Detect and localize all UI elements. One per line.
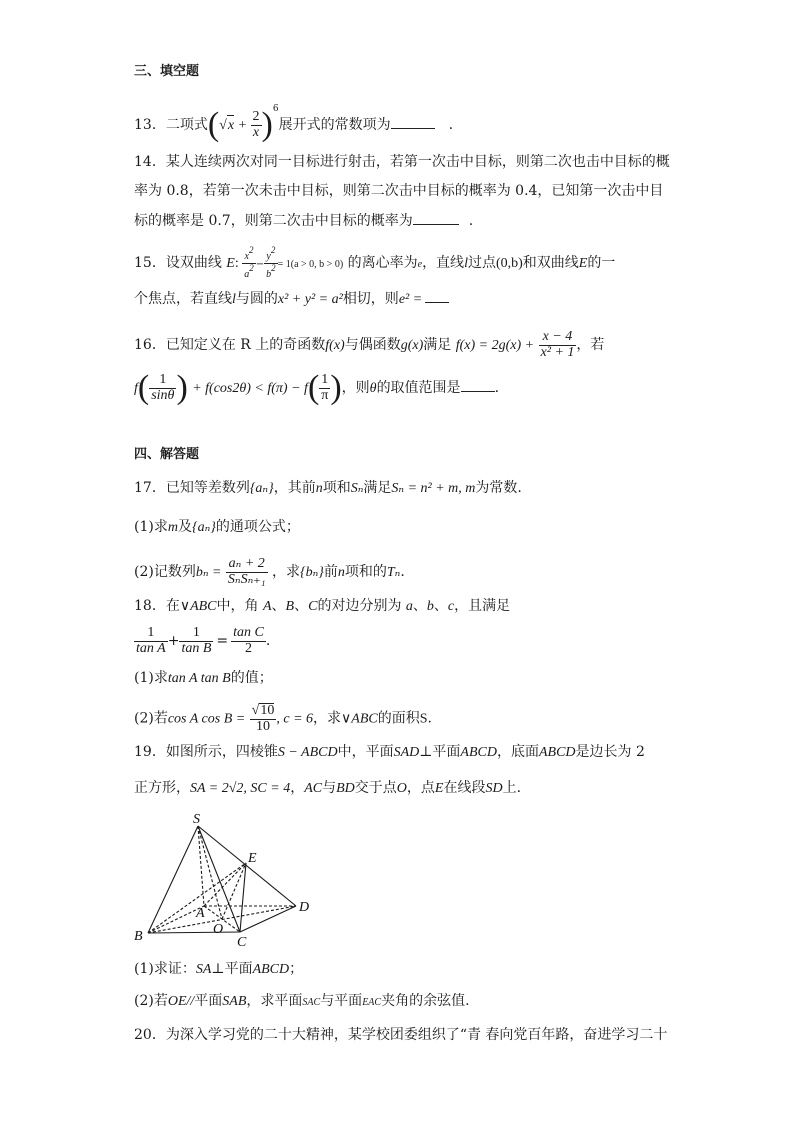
q19-text-k: 在线段 [443,780,486,796]
q15-answer-blank[interactable] [425,288,449,303]
q19-p2-d: 与平面 [320,993,363,1009]
q18-part-1 [134,668,273,689]
q18-p1-a: (1)求 [134,670,168,686]
q17-p2-b: ，求 [271,564,300,581]
q19-pyramid: S − ABCD [277,745,338,760]
question-13: 13．二项式(√x + $\frac{2}{x}$ )$^6$展开式的常数项为 . [134,104,454,143]
q19-text-b: 中，平面 [337,744,394,760]
q19-p2-a: (2)若 [134,993,168,1009]
q20-line-1: 20．为深入学习党的二十大精神，某学校团委组织了“青 春向党百年路，奋进学习二十 [134,1027,668,1043]
q19-OE: OE// [167,994,195,1009]
q16-text-2: 满足 [423,337,452,354]
q19-E: E [434,781,444,796]
q17-p2-d: 项和的 [344,564,387,581]
q18-p2-c: , c = 6 [276,711,314,727]
q19-EAC: EAC [362,997,382,1008]
q16-frac1-den: sinθ [151,387,175,403]
q18-f1-num: 1 [134,626,168,642]
q17-p2-n: n [337,565,345,581]
q19-text-g: ， [290,780,305,796]
q13-fraction: $\frac{2}{x}$ [252,108,260,140]
q15-condition: = 1(a > 0, b > 0) [277,259,344,270]
q14-answer-blank[interactable] [413,210,459,225]
q15-line-2 [134,288,449,310]
q18-sqrt: 10 [260,703,275,718]
q16-answer-blank[interactable] [461,377,495,392]
q16-frac2-den: π [321,387,329,403]
q15-line-1: 15．设双曲线 E: $\frac{x2}{a2}$ − $\frac{y2}{b2}$ = 1(a > 0, b > 0) 的离心率为e，直线l过点(0,b)和双曲线E的一 [134,245,616,280]
q19-text-e: 是边长为 2 [575,744,645,760]
q13-exponent: 6 [272,104,279,114]
q17-p2-a: (2)记数列 [134,564,196,581]
q19-p1-b: 平面 [224,961,253,977]
q16-frac-1 [149,373,176,403]
q15-curve-ref: E [578,256,588,271]
q16-num: x − 4 [539,330,577,346]
q19-text-c: 平面 [432,744,461,760]
q16-inequality: + f(cos2θ) < f(π) − f [192,381,308,396]
q15-e: e [417,259,423,270]
q18-equals: = [216,633,229,650]
q19-text-a: 19．如图所示，四棱锥 [134,744,278,760]
q16-equation: f(x) = 2g(x) + [455,338,535,354]
edge-SD [198,826,296,906]
q15-frac-y: $\frac{y2}{b2}$ [266,245,276,280]
q19-SAB: SAB [222,994,247,1009]
q18-p1-expr: tan A tan B [167,671,231,686]
q17-n: n [315,481,323,496]
left-paren: ( [207,106,220,143]
label-O: O [213,922,224,937]
q18-f3-num: tan C [233,625,264,640]
q19-line-2 [134,778,521,799]
edge-CE [240,863,246,932]
q18-eq-period: . [265,633,271,650]
q14-line-1: 14．某人连续两次对同一目标进行射击，若第一次击中目标，则第二次也击中目标的概 [134,154,670,170]
q16-theta: θ [369,381,377,396]
q18-text-d: ，且满足 [454,598,511,614]
q17-text-a: 17．已知等差数列 [134,480,250,496]
q18-p2-d: ，求 [313,710,342,727]
q17-equation: Sₙ = n² + m, m [391,481,476,496]
q19-p1-end: ； [289,961,304,977]
label-C: C [237,935,247,950]
q16-period: . [494,380,500,396]
label-D: D [299,900,310,915]
q17-text-e: 为常数. [475,480,522,496]
q19-text-i: 交于点 [354,780,397,796]
section-heading-answer: 四、解答题 [134,447,200,462]
q17-part-1 [134,517,300,538]
q18-S: S [419,711,428,727]
q19-ABCD-2: ABCD [538,745,576,760]
q18-sep-4: 、 [433,598,448,614]
q18-p2-a: (2)若 [134,710,168,727]
q16-frac2-num: 1 [319,373,330,389]
edge-SB [148,826,198,933]
edge-CD [240,906,296,932]
q18-part-2 [134,703,432,734]
q15-text-5: 的一 [587,255,616,271]
q18-p2-den: 10 [256,718,271,734]
q16-text-1: 与偶函数 [344,337,401,354]
q18-frac-3 [231,626,266,656]
q18-B: B [285,599,295,614]
q19-perp: ⊥ [419,744,433,760]
q18-p2-e: 的面积 [377,710,420,727]
q17-den: SₙSₙ₊₁ [227,571,266,587]
q19-condition: SA = 2√2, SC = 4 [190,781,291,796]
q18-line-1 [134,596,510,617]
q18-sep-3: 、 [412,598,427,614]
q16-fx: f(x) [325,338,345,354]
q18-b: b [426,599,434,614]
q16-fraction [539,330,577,360]
q19-SAD: SAD [393,745,420,760]
q18-A: A [262,599,272,614]
q16-text-4: ，则 [341,380,370,396]
q18-a: a [405,599,413,614]
q17-text-b: ，其前 [273,480,316,496]
label-E: E [248,851,257,866]
q19-text-d: ，底面 [496,744,539,760]
q18-sep-1: 、 [271,598,286,614]
q16-gx: g(x) [400,338,424,354]
q14-line-3-text: 标的概率是 0.7，则第二次击中目标的概率为 [134,213,413,229]
q15-line2-c: 相切，则 [342,291,399,307]
q18-equation [134,626,270,656]
q19-ABCD: ABCD [460,745,497,760]
q17-p1-seq: {aₙ} [191,520,216,535]
q15-l: l [464,256,468,271]
q17-fraction [226,557,268,587]
right-paren: ) [261,106,273,143]
q18-p2-expr: cos A cos B = [167,711,246,727]
q19-part-1 [134,959,303,980]
q18-c: c [447,599,455,614]
q15-text-2: ，直线 [422,255,465,271]
q18-p2-triangle: ∨ABC [341,711,378,727]
q19-p2-b: 平面 [194,993,223,1009]
q18-text-b: 中，角 [216,598,259,614]
pyramid-figure [128,808,328,953]
q15-line2-b: 与圆的 [235,291,278,307]
q19-BD: BD [336,781,355,796]
q15-text-1: 的离心率为 [347,255,418,271]
q16-f: f [134,381,138,396]
q18-f3-den: 2 [244,640,252,656]
q19-part-2 [134,991,470,1013]
q18-period: . [427,710,432,727]
q18-p2-fraction: $\frac{√10}{10}$ [251,703,275,734]
q19-p1-ABCD: ABCD [252,962,290,977]
q15-line2-a: 个焦点，若直线 [134,291,232,307]
q18-text-a: 18．在 [134,598,180,614]
q19-line-1 [134,742,645,763]
q17-text-c: 项和 [322,480,351,496]
q17-Tn: Tₙ [386,565,401,581]
q19-p1-a: (1)求证： [134,961,196,977]
q18-frac-2 [179,626,213,656]
q19-SD: SD [485,781,503,796]
q18-sep-2: 、 [294,598,309,614]
q17-text-d: 满足 [363,480,392,496]
q18-f1-den: tan A [136,640,166,656]
q19-text-l: 上. [502,780,522,796]
q16-line-1 [134,330,604,360]
q13-answer-blank[interactable] [391,114,435,129]
q17-p1-b: 及 [177,519,192,535]
q19-p2-c: ，求平面 [246,993,303,1009]
q15-frac-x: $\frac{x2}{a2}$ [244,245,254,280]
section-heading-fill-in: 三、填空题 [134,64,200,79]
q17-line-1 [134,478,522,499]
q19-p1-perp: ⊥ [211,961,225,977]
q17-Sn: Sₙ [350,481,364,496]
q15-text-3: 过点 [467,255,496,271]
q18-frac-1 [134,626,168,656]
q17-period: . [400,564,405,581]
q15-curve-name: E [226,256,235,271]
q13-period: . [448,117,454,133]
q17-m: m [167,520,178,535]
q18-f2-num: 1 [179,626,213,642]
q15-l-ref: l [232,292,236,307]
label-S: S [193,812,200,827]
q17-p1-a: (1)求 [134,519,168,535]
q14-period: . [468,213,474,229]
q17-bseq: {bₙ} [299,565,324,581]
q19-text-f: 正方形， [134,780,190,796]
q17-seq: {aₙ} [249,481,274,496]
q19-text-j: ，点 [406,780,435,796]
label-B: B [134,929,143,944]
label-A: A [196,906,205,921]
q16-line-2: f( $\frac{1}{\sin\theta}$ ) + f(cos2θ) < f(π) − f( $\frac{1}{\pi}$ )，则θ的取值范围是 . [134,369,500,406]
q19-text-h: 与 [322,780,337,796]
q17-part-2 [134,557,405,587]
q19-p1-SA: SA [195,962,212,977]
q13-prefix: 13．二项式 [134,117,208,133]
q16-frac-2 [319,373,330,403]
q18-plus: + [167,633,180,650]
q15-text-4: 和双曲线 [522,255,579,271]
q15-prefix: 15．设双曲线 [134,255,222,271]
q16-frac1-num: 1 [149,373,176,389]
q18-triangle: ∨ABC [179,599,217,614]
q19-O: O [396,781,407,796]
q18-text-c: 的对边分别为 [317,598,402,614]
q16-text-5: 的取值范围是 [376,380,461,396]
q18-C: C [308,599,318,614]
q17-p1-c: 的通项公式； [215,519,300,535]
q16-prefix: 16．已知定义在 R 上的奇函数 [134,337,326,354]
q17-p2-c: 前 [323,564,338,581]
q15-esq: e² = [398,292,423,307]
q17-num: aₙ + 2 [226,557,268,573]
q19-AC: AC [304,781,323,796]
q16-text-3: ，若 [576,337,605,354]
q17-bn: bₙ = [195,565,222,581]
edge-BC [148,932,240,933]
q15-circle: x² + y² = a² [277,292,343,307]
q14-line-3 [134,210,473,231]
q15-point: (0,b) [495,256,523,271]
q18-f2-den: tan B [181,640,212,656]
q16-den: x² + 1 [540,344,575,360]
q13-suffix: 展开式的常数项为 [278,117,391,133]
edge-AE [204,863,246,906]
q19-SAC: SAC [302,997,321,1008]
q18-p1-b: 的值； [230,670,273,686]
q19-p2-e: 夹角的余弦值. [381,993,470,1009]
q14-line-2: 率为 0.8，若第一次未击中目标，则第二次击中目标的概率为 0.4，已知第一次击中目 [134,183,664,199]
